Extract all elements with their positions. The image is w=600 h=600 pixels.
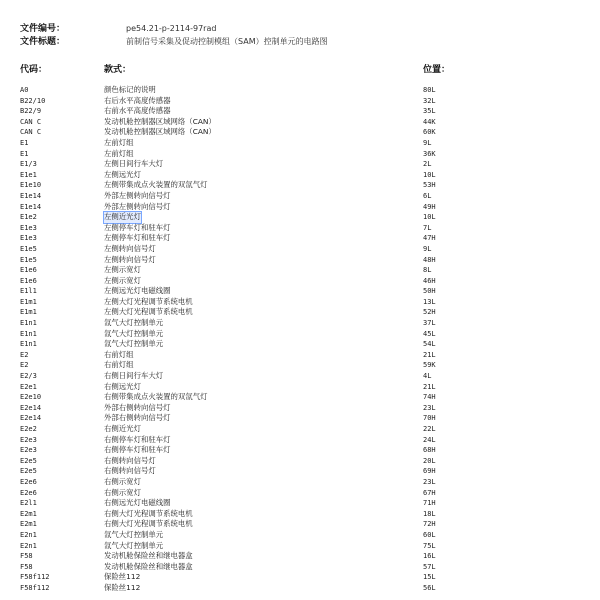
row-position: 60L	[423, 530, 436, 539]
row-code: E2m1	[20, 509, 37, 518]
table-row	[0, 551, 600, 562]
row-name: 右侧带集成点火装置的双氙气灯	[104, 392, 208, 402]
table-row	[0, 138, 600, 149]
document-title-label: 文件标题：	[20, 37, 66, 47]
table-row	[0, 466, 600, 477]
table-row	[0, 244, 600, 255]
row-name: 左侧停车灯和驻车灯	[104, 222, 171, 232]
table-row	[0, 509, 600, 520]
row-code: E1e6	[20, 266, 37, 275]
table-row	[0, 530, 600, 541]
row-position: 69H	[423, 467, 436, 476]
row-name: 保险丝112	[104, 572, 141, 582]
row-code: E2e14	[20, 403, 42, 412]
row-name: 右侧日间行车大灯	[104, 371, 164, 381]
row-name: 左侧转向信号灯	[104, 254, 156, 264]
row-name: 右侧停车灯和驻车灯	[104, 445, 171, 455]
table-row	[0, 403, 600, 414]
table-row	[0, 329, 600, 340]
row-name: 氙气大灯控制单元	[104, 318, 164, 328]
row-position: 7L	[423, 223, 432, 232]
row-code: B22/9	[20, 107, 42, 116]
row-code: E1e3	[20, 223, 37, 232]
row-code: E2e5	[20, 467, 37, 476]
table-row	[0, 435, 600, 446]
row-name: 左侧近光灯	[104, 212, 141, 222]
row-name: 左侧大灯光程调节系统电机	[104, 296, 193, 306]
row-code: E2e3	[20, 446, 37, 455]
row-position: 60K	[423, 128, 436, 137]
row-name: 右侧远光灯	[104, 381, 141, 391]
table-row	[0, 477, 600, 488]
table-row	[0, 170, 600, 181]
row-name: 发动机舱控制器区域网络（CAN）	[104, 127, 216, 137]
table-row	[0, 96, 600, 107]
table-row	[0, 255, 600, 266]
row-position: 68H	[423, 446, 436, 455]
row-position: 24L	[423, 435, 436, 444]
table-row	[0, 117, 600, 128]
row-name: 左侧带集成点火装置的双氙气灯	[104, 180, 208, 190]
row-code: E2n1	[20, 530, 37, 539]
row-position: 49H	[423, 202, 436, 211]
table-row	[0, 498, 600, 509]
row-name: 左侧日间行车大灯	[104, 159, 164, 169]
row-code: E1l1	[20, 287, 37, 296]
row-position: 75L	[423, 541, 436, 550]
row-name: 左侧停车灯和驻车灯	[104, 233, 171, 243]
row-name: 颜色标记的说明	[104, 85, 156, 94]
row-name: 左侧远光灯电磁线圈	[104, 286, 171, 296]
row-position: 22L	[423, 425, 436, 433]
row-name: 右侧停车灯和驻车灯	[104, 434, 171, 444]
row-position: 50H	[423, 287, 436, 296]
table-row	[0, 159, 600, 170]
row-name: 氙气大灯控制单元	[104, 339, 164, 349]
row-code: E1n1	[20, 340, 37, 349]
row-name: 右前灯组	[104, 349, 134, 359]
table-row	[0, 456, 600, 467]
row-name: 外部右侧转向信号灯	[104, 413, 171, 423]
table-row	[0, 318, 600, 329]
row-name: 左前灯组	[104, 148, 134, 158]
row-name: 右侧大灯光程调节系统电机	[104, 508, 193, 518]
row-code: E2e10	[20, 393, 42, 402]
row-code: E1e14	[20, 202, 42, 211]
column-header-name: 款式：	[104, 65, 132, 75]
row-position: 4L	[423, 372, 432, 381]
table-row	[0, 424, 600, 435]
row-position: 10L	[423, 213, 436, 222]
row-position: 36K	[423, 149, 436, 158]
table-row	[0, 233, 600, 244]
table-row	[0, 360, 600, 371]
row-name: 发动机舱控制器区域网络（CAN）	[104, 116, 216, 126]
row-name: 外部左侧转向信号灯	[104, 190, 171, 200]
row-name: 右前水平高度传感器	[104, 106, 171, 116]
row-code: E1/3	[20, 160, 37, 169]
table-row	[0, 276, 600, 287]
row-position: 21L	[423, 350, 436, 359]
table-row	[0, 223, 600, 234]
row-name: 右侧大灯光程调节系统电机	[104, 519, 193, 529]
row-code: E1e10	[20, 181, 42, 190]
table-row	[0, 202, 600, 213]
table-row	[0, 286, 600, 297]
row-position: 59K	[423, 361, 436, 370]
table-row	[0, 350, 600, 361]
row-position: 9L	[423, 244, 432, 253]
row-name: 氙气大灯控制单元	[104, 540, 164, 550]
row-name: 左侧大灯光程调节系统电机	[104, 307, 193, 317]
row-position: 80L	[423, 86, 436, 94]
row-name: 保险丝112	[104, 582, 141, 592]
row-code: B22/10	[20, 96, 46, 105]
row-code: E1e5	[20, 244, 37, 253]
table-row	[0, 392, 600, 403]
row-position: 16L	[423, 552, 436, 561]
row-code: F58	[20, 552, 33, 561]
row-position: 72H	[423, 520, 436, 529]
row-position: 10L	[423, 170, 436, 179]
row-name: 右后水平高度传感器	[104, 95, 171, 105]
row-position: 23L	[423, 477, 436, 486]
row-name: 左侧示宽灯	[104, 275, 141, 285]
row-position: 37L	[423, 319, 436, 328]
row-code: E1n1	[20, 329, 37, 338]
row-code: E2l1	[20, 499, 37, 508]
column-header-position: 位置：	[423, 65, 451, 75]
row-code: E1n1	[20, 319, 37, 328]
row-code: E1e5	[20, 255, 37, 264]
table-row	[0, 265, 600, 276]
table-row	[0, 413, 600, 424]
row-position: 9L	[423, 138, 432, 147]
document-title-value: 前制信号采集及促动控制模组（SAM）控制单元的电路图	[126, 37, 328, 46]
row-code: E2e14	[20, 414, 42, 423]
table-row	[0, 572, 600, 583]
row-code: E2e6	[20, 477, 37, 486]
table-row	[0, 382, 600, 393]
column-header-code: 代码：	[20, 65, 48, 75]
table-row	[0, 371, 600, 382]
row-code: CAN C	[20, 117, 42, 126]
row-code: E1m1	[20, 297, 37, 306]
table-row	[0, 519, 600, 530]
row-position: 71H	[423, 499, 436, 508]
table-row	[0, 339, 600, 350]
row-name: 外部左侧转向信号灯	[104, 201, 171, 211]
table-row	[0, 85, 600, 96]
row-position: 23L	[423, 403, 436, 412]
row-name: 发动机舱保险丝和继电器盒	[104, 561, 193, 571]
row-code: E2e6	[20, 488, 37, 497]
table-row	[0, 562, 600, 573]
row-name: 左前灯组	[104, 137, 134, 147]
row-position: 6L	[423, 191, 432, 200]
row-code: CAN C	[20, 128, 42, 137]
table-row	[0, 488, 600, 499]
row-code: E2m1	[20, 520, 37, 529]
row-position: 35L	[423, 107, 436, 116]
table-row	[0, 149, 600, 160]
row-code: E1	[20, 149, 29, 158]
row-name: 氙气大灯控制单元	[104, 328, 164, 338]
row-code: E1e3	[20, 234, 37, 243]
row-position: 18L	[423, 509, 436, 518]
table-row	[0, 541, 600, 552]
row-code: A0	[20, 86, 29, 94]
row-position: 44K	[423, 117, 436, 126]
row-position: 13L	[423, 297, 436, 306]
row-code: F58	[20, 562, 33, 571]
table-row	[0, 297, 600, 308]
row-code: E2/3	[20, 372, 37, 381]
row-code: E1e1	[20, 170, 37, 179]
row-code: E1e2	[20, 213, 37, 222]
row-code: E1	[20, 138, 29, 147]
row-position: 48H	[423, 255, 436, 264]
row-code: E2e2	[20, 425, 37, 433]
table-row	[0, 307, 600, 318]
row-code: E2e5	[20, 456, 37, 465]
row-position: 21L	[423, 382, 436, 391]
table-row	[0, 127, 600, 138]
row-position: 2L	[423, 160, 432, 169]
row-position: 52H	[423, 308, 436, 317]
table-row	[0, 191, 600, 202]
row-name: 右侧示宽灯	[104, 476, 141, 486]
row-position: 54L	[423, 340, 436, 349]
row-name: 发动机舱保险丝和继电器盒	[104, 551, 193, 561]
component-table	[0, 85, 600, 594]
row-position: 20L	[423, 456, 436, 465]
table-row	[0, 180, 600, 191]
document-number-value: pe54.21-p-2114-97rad	[126, 24, 217, 33]
row-code: E2n1	[20, 541, 37, 550]
row-name: 左侧远光灯	[104, 169, 141, 179]
row-position: 74H	[423, 393, 436, 402]
row-name: 左侧转向信号灯	[104, 243, 156, 253]
row-code: E2	[20, 350, 29, 359]
row-name: 右侧远光灯电磁线圈	[104, 498, 171, 508]
row-position: 53H	[423, 181, 436, 190]
row-position: 47H	[423, 234, 436, 243]
row-name: 左侧示宽灯	[104, 265, 141, 275]
row-name: 右侧示宽灯	[104, 487, 141, 497]
row-name: 右侧转向信号灯	[104, 455, 156, 465]
row-code: E1e6	[20, 276, 37, 285]
row-position: 56L	[423, 583, 436, 592]
table-row	[0, 106, 600, 117]
row-position: 57L	[423, 562, 436, 571]
row-name: 外部右侧转向信号灯	[104, 402, 171, 412]
row-code: F58f112	[20, 573, 50, 582]
row-code: E2	[20, 361, 29, 370]
row-name: 氙气大灯控制单元	[104, 529, 164, 539]
row-position: 32L	[423, 96, 436, 105]
row-position: 70H	[423, 414, 436, 423]
row-code: E2e3	[20, 435, 37, 444]
row-position: 67H	[423, 488, 436, 497]
row-name: 右前灯组	[104, 360, 134, 370]
row-code: F58f112	[20, 583, 50, 592]
table-row	[0, 212, 600, 223]
row-position: 45L	[423, 329, 436, 338]
row-position: 8L	[423, 266, 432, 275]
row-code: E1m1	[20, 308, 37, 317]
row-position: 46H	[423, 276, 436, 285]
row-name: 右侧近光灯	[104, 424, 141, 433]
table-row	[0, 583, 600, 594]
document-number-label: 文件编号：	[20, 24, 66, 34]
row-position: 15L	[423, 573, 436, 582]
table-row	[0, 445, 600, 456]
row-name: 右侧转向信号灯	[104, 466, 156, 476]
row-code: E2e1	[20, 382, 37, 391]
row-code: E1e14	[20, 191, 42, 200]
